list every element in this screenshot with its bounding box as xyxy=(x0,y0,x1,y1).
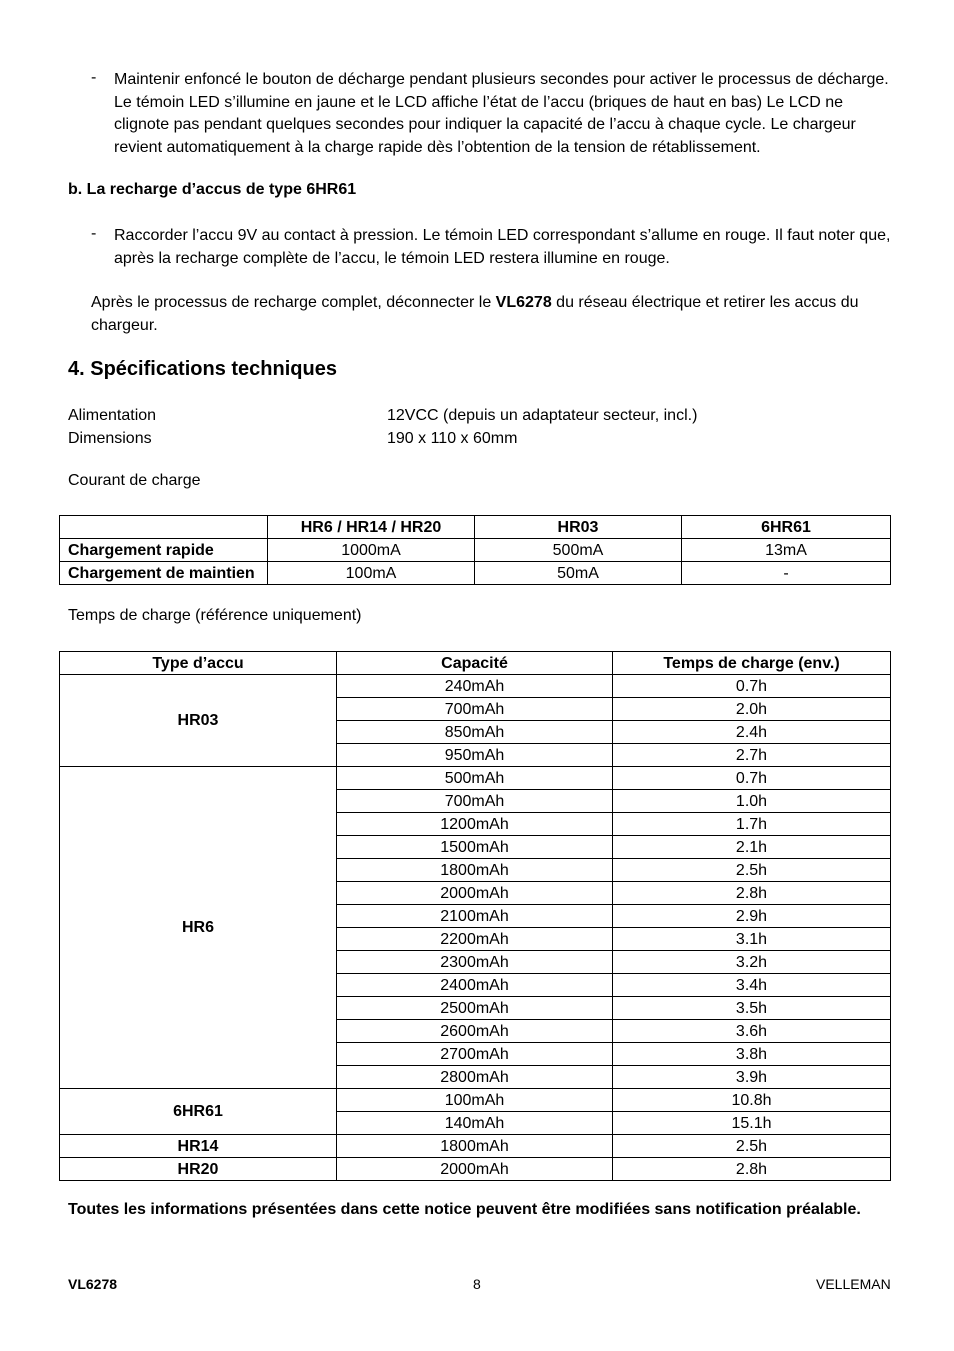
time-table-title: Temps de charge (référence uniquement) xyxy=(68,607,362,624)
footer-brand: VELLEMAN xyxy=(816,1276,891,1292)
capacity-cell: 2100mAh xyxy=(337,905,613,928)
capacity-cell: 1500mAh xyxy=(337,836,613,859)
text-line: revient automatiquement à la charge rapide dès l’obtention de la tension de rétablissement. xyxy=(114,138,761,156)
text-line: chargeur. xyxy=(91,316,158,334)
charge-time-cell: 3.6h xyxy=(613,1020,891,1043)
bullet-dash: - xyxy=(91,69,97,86)
table-row xyxy=(60,1135,891,1158)
spec-label: Dimensions xyxy=(68,429,152,447)
bullet-text-discharge xyxy=(114,69,914,159)
charge-time-cell: 3.2h xyxy=(613,951,891,974)
charge-time-cell: 2.4h xyxy=(613,721,891,744)
table-header-cell: HR6 / HR14 / HR20 xyxy=(268,516,475,539)
table-header-cell xyxy=(60,516,268,539)
footer-page-number: 8 xyxy=(473,1276,481,1292)
charge-time-cell: 3.5h xyxy=(613,997,891,1020)
table-header-cell: 6HR61 xyxy=(682,516,891,539)
table-cell: 50mA xyxy=(475,562,682,585)
charge-time-cell: 1.7h xyxy=(613,813,891,836)
text-line xyxy=(91,292,911,315)
table-header-cell: Capacité xyxy=(337,652,613,675)
charge-current-table xyxy=(59,515,891,585)
battery-type-cell: HR6 xyxy=(60,767,337,1089)
charge-time-cell: 2.1h xyxy=(613,836,891,859)
charge-time-cell: 1.0h xyxy=(613,790,891,813)
text-line: Raccorder l’accu 9V au contact à pression. Le témoin LED correspondant s’allume en rouge. Il faut noter que, xyxy=(114,227,891,244)
capacity-cell: 2500mAh xyxy=(337,997,613,1020)
table-header-cell: HR03 xyxy=(475,516,682,539)
current-table-title: Courant de charge xyxy=(68,472,201,489)
capacity-cell: 850mAh xyxy=(337,721,613,744)
table-cell: 500mA xyxy=(475,539,682,562)
capacity-cell: 2600mAh xyxy=(337,1020,613,1043)
capacity-cell: 2000mAh xyxy=(337,882,613,905)
text-span: du réseau électrique et retirer les accus du xyxy=(551,294,859,311)
charge-time-cell: 10.8h xyxy=(613,1089,891,1112)
capacity-cell: 100mAh xyxy=(337,1089,613,1112)
capacity-cell: 2700mAh xyxy=(337,1043,613,1066)
capacity-cell: 700mAh xyxy=(337,698,613,721)
table-row xyxy=(60,767,891,790)
capacity-cell: 140mAh xyxy=(337,1112,613,1135)
section-heading-specs: 4. Spécifications techniques xyxy=(68,358,337,380)
model-name: VL6278 xyxy=(495,294,552,311)
capacity-cell: 1800mAh xyxy=(337,1135,613,1158)
capacity-cell: 1800mAh xyxy=(337,859,613,882)
subheading-6hr61: b. La recharge d’accus de type 6HR61 xyxy=(68,181,357,198)
table-cell: - xyxy=(682,562,891,585)
capacity-cell: 2200mAh xyxy=(337,928,613,951)
bullet-text-9v xyxy=(114,225,914,270)
charge-time-cell: 3.8h xyxy=(613,1043,891,1066)
table-row xyxy=(60,562,891,585)
charge-time-cell: 3.9h xyxy=(613,1066,891,1089)
table-row xyxy=(60,675,891,698)
table-header-row xyxy=(60,652,891,675)
capacity-cell: 240mAh xyxy=(337,675,613,698)
disclaimer-notice: Toutes les informations présentées dans cette notice peuvent être modifiées sans notification préalable. xyxy=(68,1201,861,1218)
table-row xyxy=(60,539,891,562)
text-line: Le témoin LED s’illumine en jaune et le LCD affiche l’état de l’accu (briques de haut en bas) Le LCD ne xyxy=(114,93,844,111)
table-header-cell: Temps de charge (env.) xyxy=(613,652,891,675)
table-row xyxy=(60,1158,891,1181)
capacity-cell: 2800mAh xyxy=(337,1066,613,1089)
charge-time-cell: 0.7h xyxy=(613,767,891,790)
charge-time-cell: 2.5h xyxy=(613,1135,891,1158)
capacity-cell: 2000mAh xyxy=(337,1158,613,1181)
table-cell: 100mA xyxy=(268,562,475,585)
battery-type-cell: HR03 xyxy=(60,675,337,767)
table-cell: 13mA xyxy=(682,539,891,562)
charge-time-cell: 2.5h xyxy=(613,859,891,882)
charge-time-cell: 3.4h xyxy=(613,974,891,997)
table-cell: Chargement rapide xyxy=(60,539,268,562)
charge-time-cell: 2.7h xyxy=(613,744,891,767)
capacity-cell: 2300mAh xyxy=(337,951,613,974)
table-header-cell: Type d’accu xyxy=(60,652,337,675)
capacity-cell: 500mAh xyxy=(337,767,613,790)
charge-time-table xyxy=(59,651,891,1181)
charge-time-cell: 2.9h xyxy=(613,905,891,928)
bullet-dash: - xyxy=(91,225,97,242)
table-row xyxy=(60,1089,891,1112)
capacity-cell: 1200mAh xyxy=(337,813,613,836)
spec-value: 12VCC (depuis un adaptateur secteur, incl.) xyxy=(387,407,698,424)
charge-time-cell: 2.8h xyxy=(613,882,891,905)
charge-time-cell: 2.8h xyxy=(613,1158,891,1181)
text-line: clignote pas pendant quelques secondes pour indiquer la capacité de l’accu à chaque cycle. Le chargeur xyxy=(114,116,856,133)
charge-time-cell: 3.1h xyxy=(613,928,891,951)
charge-time-cell: 15.1h xyxy=(613,1112,891,1135)
capacity-cell: 950mAh xyxy=(337,744,613,767)
battery-type-cell: HR14 xyxy=(60,1135,337,1158)
spec-labels xyxy=(68,405,156,450)
battery-type-cell: 6HR61 xyxy=(60,1089,337,1135)
table-header-row xyxy=(60,516,891,539)
table-cell: 1000mA xyxy=(268,539,475,562)
text-line: Maintenir enfoncé le bouton de décharge pendant plusieurs secondes pour activer le processus de décharge. xyxy=(114,71,889,88)
charge-time-cell: 2.0h xyxy=(613,698,891,721)
after-charge-paragraph xyxy=(91,292,911,337)
text-line: après la recharge complète de l’accu, le témoin LED restera illumine en rouge. xyxy=(114,249,670,267)
spec-label: Alimentation xyxy=(68,407,157,424)
spec-values xyxy=(387,405,697,450)
charge-time-cell: 0.7h xyxy=(613,675,891,698)
spec-value: 190 x 110 x 60mm xyxy=(387,429,518,447)
table-cell: Chargement de maintien xyxy=(60,562,268,585)
text-span: Après le processus de recharge complet, déconnecter le xyxy=(91,294,496,311)
capacity-cell: 700mAh xyxy=(337,790,613,813)
footer-model: VL6278 xyxy=(68,1276,118,1292)
capacity-cell: 2400mAh xyxy=(337,974,613,997)
battery-type-cell: HR20 xyxy=(60,1158,337,1181)
